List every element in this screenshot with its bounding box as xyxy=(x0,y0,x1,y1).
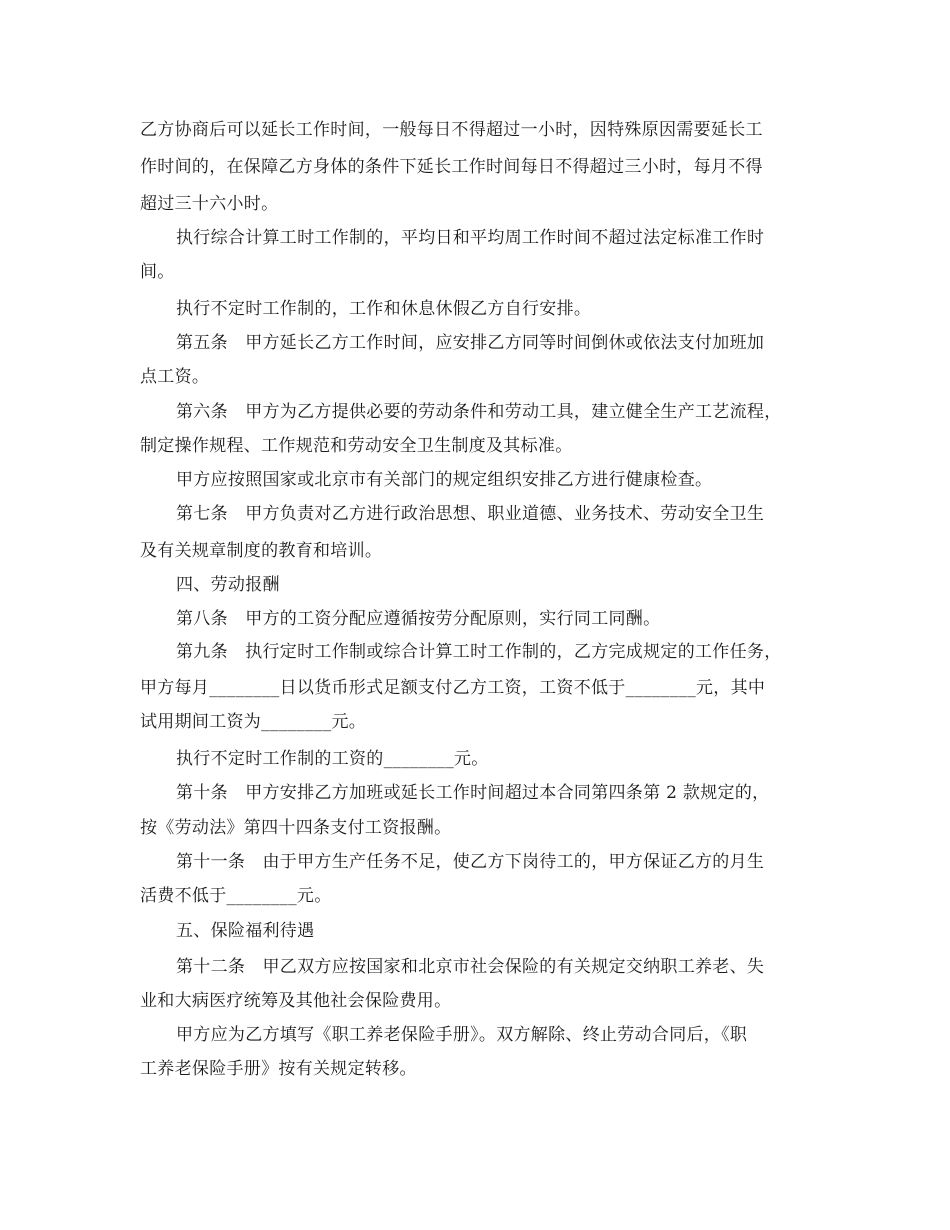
text-line: 试用期间工资为________元。 xyxy=(140,712,367,732)
text-line: 执行综合计算工时工作制的，平均日和平均周工作时间不超过法定标准工作时 xyxy=(176,228,765,248)
text-line: 作时间的，在保障乙方身体的条件下延长工作时间每日不得超过三小时，每月不得 xyxy=(140,157,763,177)
text-line: 活费不低于________元。 xyxy=(140,886,332,906)
text-line: 超过三十六小时。 xyxy=(140,194,279,214)
text-line: 第六条 甲方为乙方提供必要的劳动条件和劳动工具，建立健全生产工艺流程， xyxy=(176,402,782,422)
text-line: 第十一条 由于甲方生产任务不足，使乙方下岗待工的，甲方保证乙方的月生 xyxy=(176,852,765,872)
section-heading: 五、保险福利待遇 xyxy=(176,921,315,941)
text-line: 第十二条 甲乙双方应按国家和北京市社会保险的有关规定交纳职工养老、失 xyxy=(176,957,765,977)
text-line: 甲方应按照国家或北京市有关部门的规定组织安排乙方进行健康检查。 xyxy=(176,470,713,490)
text-line: 业和大病医疗统筹及其他社会保险费用。 xyxy=(140,991,452,1011)
text-line: 第八条 甲方的工资分配应遵循按劳分配原则，实行同工同酬。 xyxy=(176,609,661,629)
text-line: 按《劳动法》第四十四条支付工资报酬。 xyxy=(140,818,452,838)
text-line: 甲方每月________日以货币形式足额支付乙方工资，工资不低于________元，其中 xyxy=(140,678,766,698)
text-line: 第十条 甲方安排乙方加班或延长工作时间超过本合同第四条第 2 款规定的， xyxy=(176,783,770,803)
section-heading: 四、劳动报酬 xyxy=(176,575,280,595)
text-line: 甲方应为乙方填写《职工养老保险手册》。双方解除、终止劳动合同后，《职 xyxy=(176,1025,748,1045)
text-line: 及有关规章制度的教育和培训。 xyxy=(140,541,383,561)
text-line: 第五条 甲方延长乙方工作时间，应安排乙方同等时间倒休或依法支付加班加 xyxy=(176,333,765,353)
text-line: 第七条 甲方负责对乙方进行政治思想、职业道德、业务技术、劳动安全卫生 xyxy=(176,504,765,524)
text-line: 制定操作规程、工作规范和劳动安全卫生制度及其标准。 xyxy=(140,436,573,456)
text-line: 工养老保险手册》按有关规定转移。 xyxy=(140,1059,417,1079)
text-line: 间。 xyxy=(140,262,175,282)
text-line: 执行不定时工作制的，工作和休息休假乙方自行安排。 xyxy=(176,299,592,319)
text-line: 点工资。 xyxy=(140,367,210,387)
text-line: 第九条 执行定时工作制或综合计算工时工作制的，乙方完成规定的工作任务， xyxy=(176,642,782,662)
text-line: 执行不定时工作制的工资的________元。 xyxy=(176,749,489,769)
text-line: 乙方协商后可以延长工作时间，一般每日不得超过一小时，因特殊原因需要延长工 xyxy=(140,120,763,140)
